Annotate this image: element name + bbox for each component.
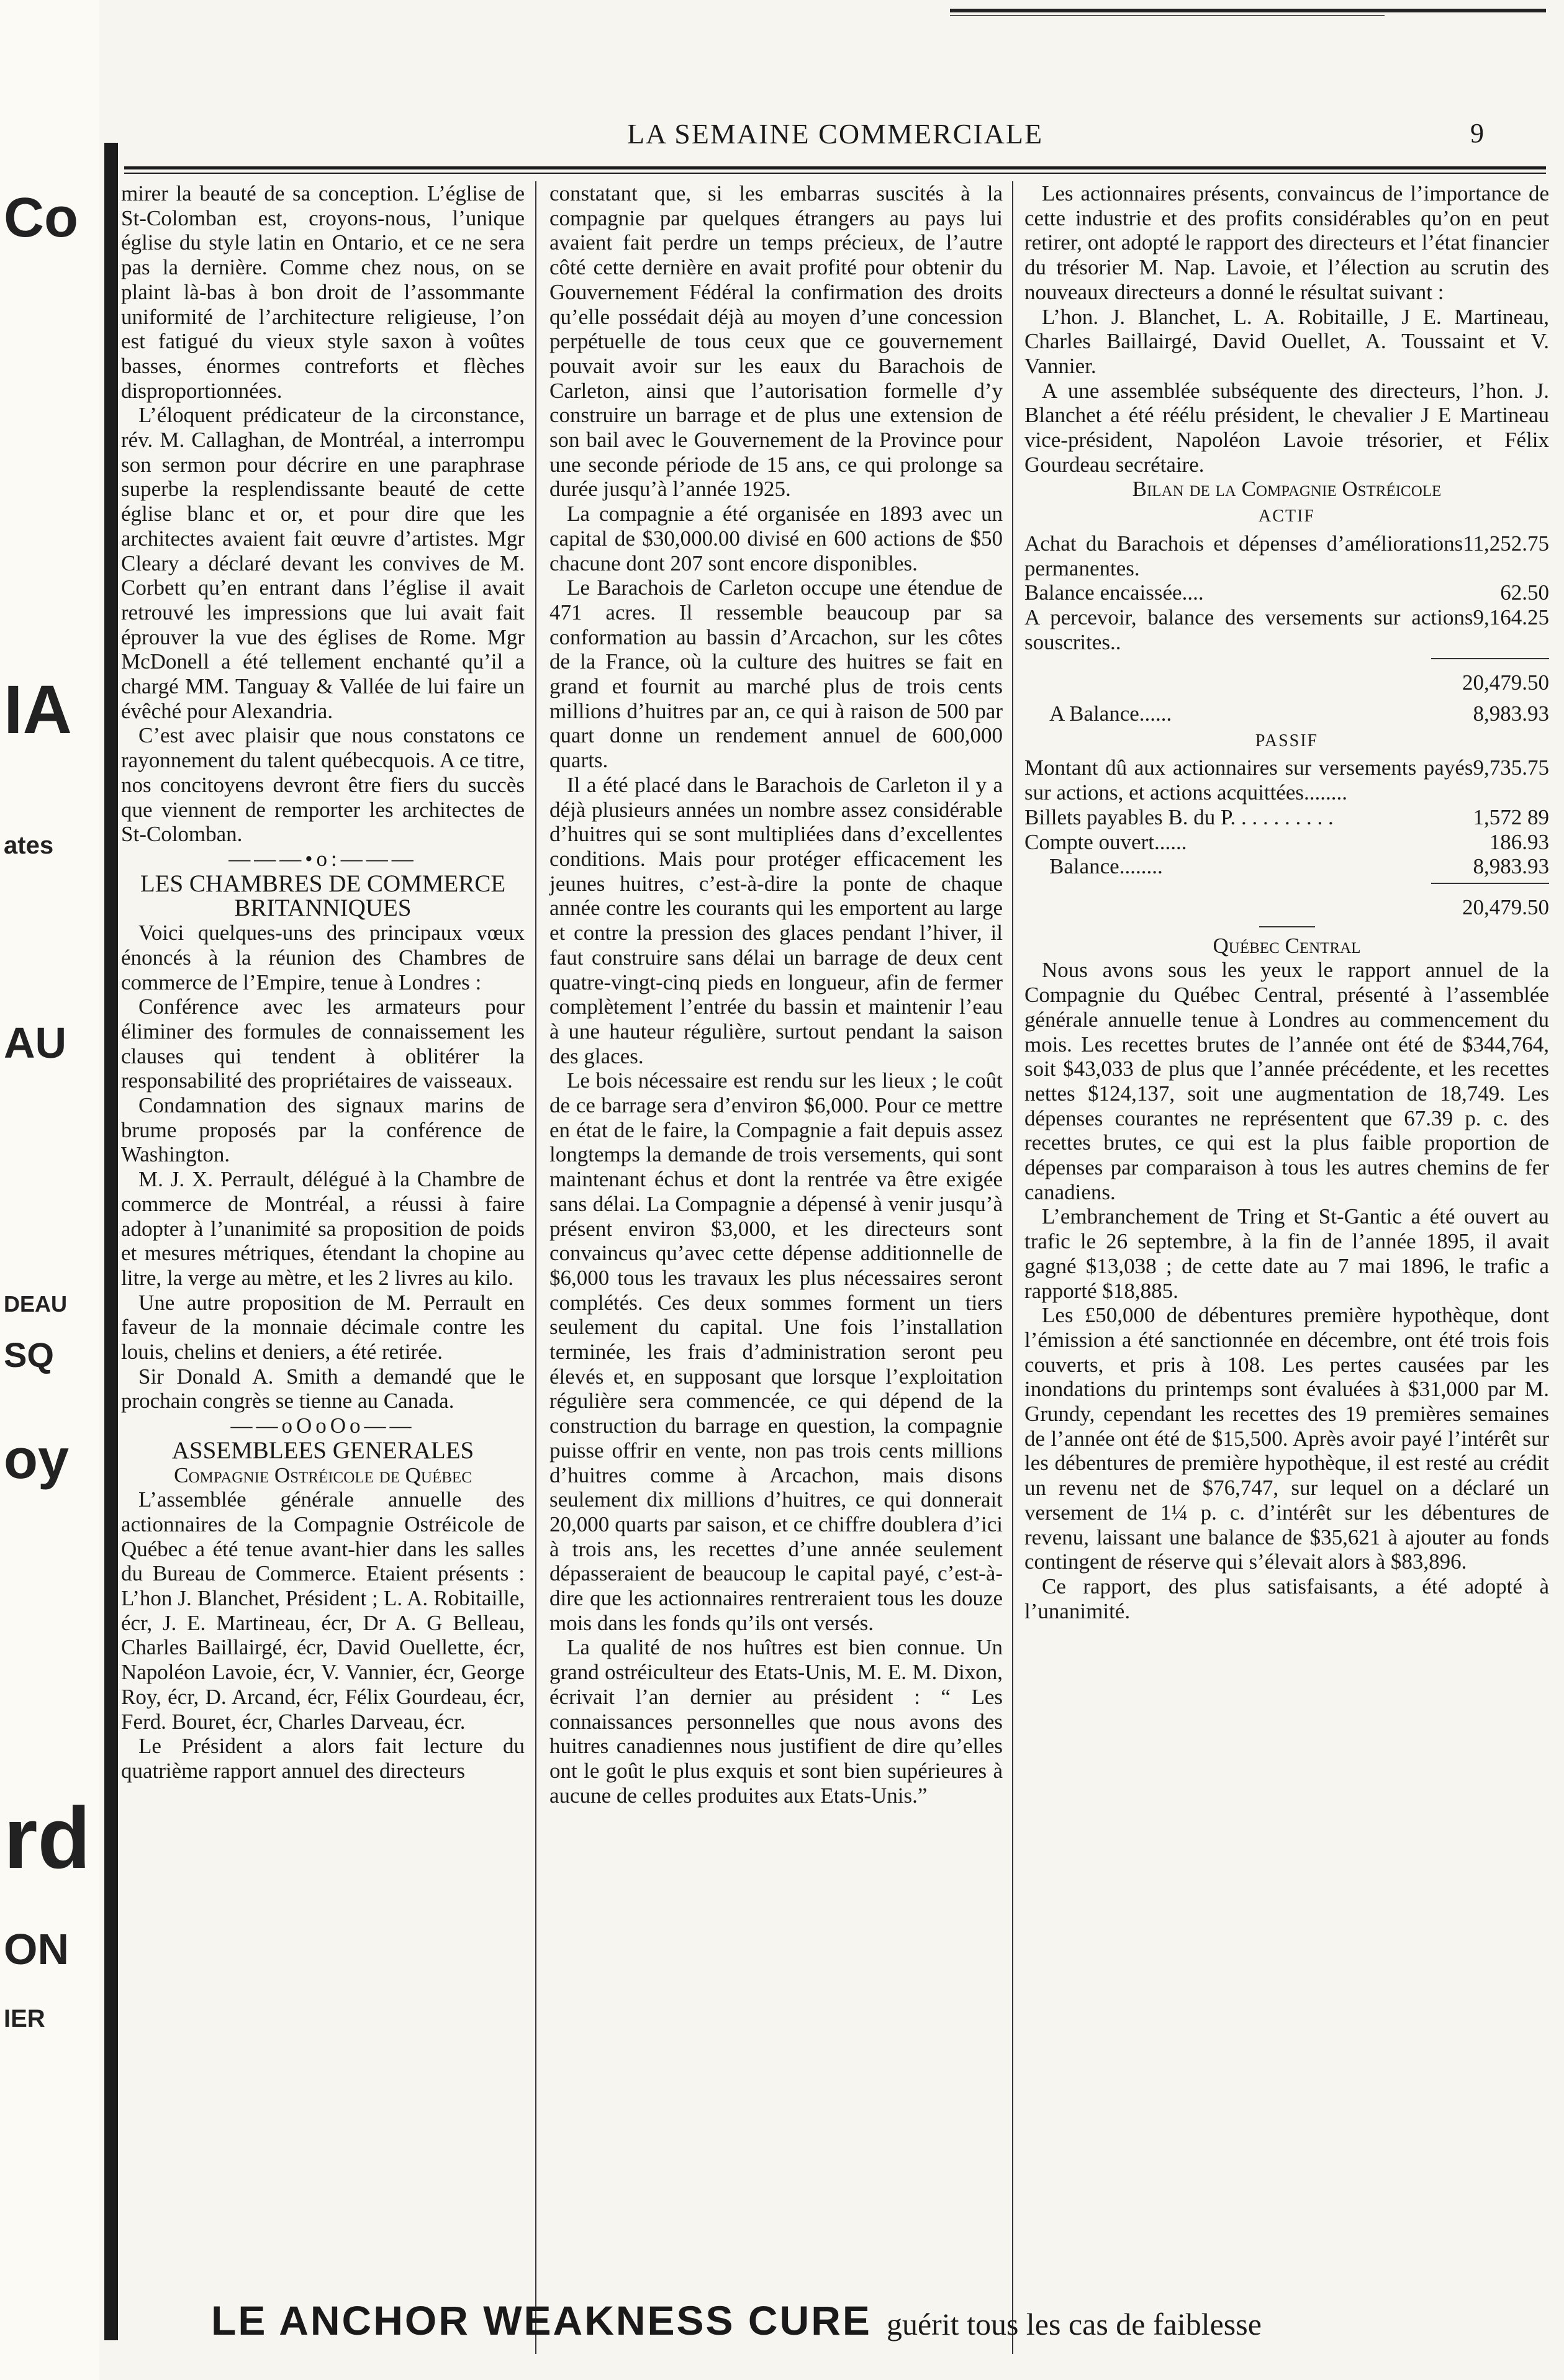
ad-brand: LE ANCHOR WEAKNESS CURE	[211, 2297, 872, 2343]
ledger-row	[1024, 830, 1549, 855]
ledger-value: 11,252.75	[1463, 531, 1549, 556]
page-number: 9	[1470, 118, 1484, 148]
section-heading: LES CHAMBRES DE COMMERCE BRITANNIQUES	[140, 870, 506, 922]
passif-total: 20,479.50	[1462, 895, 1549, 919]
paragraph: Conférence avec les armateurs pour éliminer des formules de connaissement les clauses qui tendent à oblitérer la responsabilité des propriétaires de vaisseaux.	[121, 994, 525, 1093]
ledger-label: A Balance......	[1049, 701, 1172, 726]
ledger-label: Billets payables B. du P. . . . . . . . . .	[1024, 805, 1334, 829]
fragment-text: IER	[4, 2005, 45, 2032]
ad-text: guérit tous les cas de faiblesse	[886, 2307, 1262, 2342]
newspaper-title: LA SEMAINE COMMERCIALE	[626, 118, 1044, 150]
passif-label: PASSIF	[1255, 731, 1319, 751]
paragraph: mirer la beauté de sa conception. L’église de St-Colomban est, croyons-nous, l’unique église du style latin en Ontario, et ce ne sera pas la dernière. Comme chez nous, on se plaint là-bas à bon droit de l’assommante uniformité de l’architecture religieuse, l’on est fatigué du vieux style saxon à voûtes basses, énormes contreforts et flèches disproportionnées.	[121, 181, 525, 403]
paragraph: Voici quelques-uns des principaux vœux énoncés à la réunion des Chambres de commerce de l’Empire, tenue à Londres :	[121, 921, 525, 994]
ledger-label: Compte ouvert......	[1024, 829, 1187, 854]
ledger-label: Achat du Barachois et dépenses d’améliorations permanentes.	[1024, 531, 1463, 580]
fragment-text: SQ	[4, 1335, 54, 1374]
ledger-value: 62.50	[1500, 580, 1549, 605]
ledger-row	[1024, 605, 1549, 654]
total-rule	[1431, 658, 1549, 659]
column-1	[121, 181, 525, 1783]
paragraph: L’hon. J. Blanchet, L. A. Robitaille, J E. Martineau, Charles Baillairgé, David Ouellet, A. Toussaint et V. Vannier.	[1024, 304, 1549, 378]
paragraph: Les actionnaires présents, convaincus de l’importance de cette industrie et des profits considérables qu’on en peut retirer, ont adopté le rapport des directeurs et l’état financier du trésorier M. Nap. Lavoie, et l’élection au scrutin des nouveaux directeurs a donné le résultat suivant :	[1024, 181, 1549, 304]
paragraph: Nous avons sous les yeux le rapport annuel de la Compagnie du Québec Central, présenté à l’assemblée générale annuelle tenue à Londres au commencement du mois. Les recettes brutes de l’année ont été de $344,764, soit $43,033 de plus que l’année précédente, et les recettes nettes $124,137, soit une augmentation de 18,749. Les dépenses courantes ne représentent que 67.39 p. c. des recettes brutes, ce qui est la plus faible proportion de dépenses par comparaison à tous les autres chemins de fer canadiens.	[1024, 958, 1549, 1204]
paragraph: L’embranchement de Tring et St-Gantic a été ouvert au trafic le 26 septembre, à la fin de l’année 1895, il avait gagné $13,038 ; de cette date au 7 mai 1896, le trafic a rapporté $18,885.	[1024, 1204, 1549, 1303]
top-edge-rule	[950, 15, 1385, 16]
ledger-label: Balance encaissée....	[1024, 580, 1204, 605]
footer-advertisement	[211, 2297, 1552, 2346]
paragraph: Condamnation des signaux marins de brume proposés par la conférence de Washington.	[121, 1093, 525, 1167]
paragraph: Le Barachois de Carleton occupe une étendue de 471 acres. Il ressemble beaucoup par sa conformation au bassin d’Arcachon, sur les côtes de la France, où la culture des huitres se fait en grand et fournit au marché plus de trois cents millions d’huitres par an, ce qui à raison de 500 par quart donne un rendement annuel de 600,000 quarts.	[549, 575, 1003, 773]
actif-label: ACTIF	[1259, 507, 1315, 526]
ledger-value: 8,983.93	[1473, 854, 1549, 879]
section-heading: ASSEMBLEES GENERALES	[171, 1436, 474, 1464]
actif-total: 20,479.50	[1462, 670, 1549, 695]
adjacent-page-strip	[0, 0, 99, 2380]
paragraph: Le bois nécessaire est rendu sur les lieux ; le coût de ce barrage sera d’environ $6,000. Pour ce mettre en état de le faire, la Compagnie a fait depuis assez longtemps la demande de trois versements, qui sont maintenant échus et dont la rentrée va être exigée sans délai. La Compagnie a dépensé à venir jusqu’à présent environ $3,000, et les directeurs sont convaincus qu’avec cette dépense additionnelle de $6,000 tous les travaux les plus nécessaires seront complétés. Ces deux sommes forment un tiers seulement du capital. Une fois l’installation terminée, les frais d’administration seront peu élevés et, en supposant que lorsque l’exploitation régulière sera commencée, ce qui dépend de la construction du barrage en question, la compagnie puisse offrir en vente, non pas trois cents millions d’huitres comme à Arcachon, mais disons seulement dix millions d’huitres, ce qui donnerait 20,000 quarts par saison, et ce chiffre doublera d’ici à trois ans, les recettes d’une année seulement dépasseraient de beaucoup le capital payé, c’est-à-dire que les actionnaires rentreraient tous les douze mois dans les fonds qu’ils ont versés.	[549, 1068, 1003, 1635]
ledger-label: Montant dû aux actionnaires sur versements payés sur actions, et actions acquittées........	[1024, 755, 1473, 805]
balance-sheet	[1024, 504, 1549, 920]
paragraph: Il a été placé dans le Barachois de Carleton il y a déjà plusieurs années un nombre assez considérable d’huitres qui se sont multipliées dans d’excellentes conditions. Mais pour protéger efficacement les jeunes huitres, c’est-à-dire la ponte de chaque année contre les courants qui les emportent au large et contre la pression des glaces pendant l’hiver, il faut construire sans délai un barrage de deux cent quatre-vingt-cinq pieds en longueur, afin de fermer complètement l’entrée du bassin et maintenir l’eau à une hauteur régulière, surtout pendant la saison des glaces.	[549, 772, 1003, 1068]
column-3	[1024, 181, 1549, 1623]
ledger-value: 186.93	[1489, 829, 1549, 854]
ledger-row	[1024, 854, 1549, 879]
ledger-row	[1024, 580, 1549, 605]
fragment-text: ON	[4, 1925, 69, 1973]
section-rule	[1259, 926, 1315, 927]
ledger-row	[1024, 805, 1549, 830]
balance-sheet-title: Bilan de la Compagnie Ostréicole	[1132, 477, 1442, 502]
ornament: ———•o:———	[228, 846, 417, 871]
ledger-row	[1024, 701, 1549, 726]
paragraph: Sir Donald A. Smith a demandé que le prochain congrès se tienne au Canada.	[121, 1364, 525, 1413]
fragment-text: AU	[4, 1019, 67, 1067]
ledger-value: 8,983.93	[1473, 701, 1549, 726]
paragraph: La compagnie a été organisée en 1893 avec un capital de $30,000.00 divisé en 600 actions de $50 chacune dont 207 sont encore disponibles.	[549, 502, 1003, 575]
column-divider	[1012, 181, 1013, 2354]
ledger-row	[1024, 531, 1549, 580]
paragraph: Le Président a alors fait lecture du quatrième rapport annuel des directeurs	[121, 1734, 525, 1783]
paragraph: M. J. X. Perrault, délégué à la Chambre de commerce de Montréal, a réussi à faire adopter à l’unanimité sa proposition de poids et mesures métriques, étendant la chopine au litre, la verge au mètre, et les 2 livres au kilo.	[121, 1167, 525, 1290]
paragraph: Les £50,000 de débentures première hypothèque, dont l’émission a été sanctionnée en décembre, ont été trois fois couverts, et pris à 108. Les pertes causées par les inondations du printemps sont évaluées à $31,000 par M. Grundy, cependant les recettes des 19 premières semaines de l’année ont été de $15,500. Après avoir payé l’intérêt sur les débentures de première hypothèque, il est resté au crédit un revenu net de $76,747, sur lequel on a déclaré un versement de 1¼ p. c. d’intérêt sur les débentures de revenu, laissant une balance de $35,621 à ajouter au fonds contingent de réserve qui s’élevait alors à $83,896.	[1024, 1303, 1549, 1574]
fragment-text: IA	[4, 672, 72, 748]
header-rule	[124, 173, 1546, 174]
fragment-text: rd	[4, 1789, 91, 1886]
section-heading: Québec Central	[1213, 933, 1361, 958]
paragraph: L’assemblée générale annuelle des actionnaires de la Compagnie Ostréicole de Québec a été tenue avant-hier dans les salles du Bureau de Commerce. Etaient présents : L’hon J. Blanchet, Président ; L. A. Robitaille, écr, J. E. Martineau, écr, Dr A. G Belleau, Charles Baillairgé, écr, David Ouellette, écr, Napoléon Lavoie, écr, V. Vannier, écr, George Roy, écr, D. Arcand, écr, Félix Gourdeau, écr, Ferd. Bouret, écr, Charles Darveau, écr.	[121, 1487, 525, 1734]
paragraph: Ce rapport, des plus satisfaisants, a été adopté à l’unanimité.	[1024, 1574, 1549, 1623]
ledger-row	[1024, 755, 1549, 805]
paragraph: constatant que, si les embarras suscités à la compagnie par quelques étrangers au pays lui avaient fait perdre un temps précieux, de l’autre côté cette dernière en avait profité pour obtenir du Gouvernement Fédéral la confirmation des droits qu’elle possédait déjà au moyen d’une concession perpétuelle de tous ceux que ce gouvernement pouvait avoir sur les eaux du Barachois de Carleton, ainsi que l’autorisation formelle d’y construire un barrage et de plus une extension de son bail avec le Gouvernement de la Province pour une seconde période de 15 ans, ce qui prolonge sa durée jusqu’à l’année 1925.	[549, 181, 1003, 502]
fragment-text: DEAU	[4, 1291, 68, 1317]
fragment-text: Co	[4, 187, 78, 249]
ledger-value: 9,164.25	[1473, 605, 1549, 629]
fragment-text: oy	[4, 1428, 70, 1490]
header-rule	[124, 166, 1546, 169]
ledger-label: A percevoir, balance des versements sur actions souscrites..	[1024, 605, 1473, 654]
total-rule	[1431, 883, 1549, 884]
ornament: ——oOoOo——	[230, 1413, 415, 1438]
top-edge-rule	[950, 9, 1546, 12]
ledger-value: 1,572 89	[1473, 805, 1549, 829]
paragraph: La qualité de nos huîtres est bien connue. Un grand ostréiculteur des Etats-Unis, M. E. M. Dixon, écrivait l’an dernier au président : “ Les connaissances personnelles que nous avons des huitres canadiennes nous justifient de dire qu’elles ont le goût le plus exquis et sont bien supérieures à aucune de celles produites aux Etats-Unis.”	[549, 1635, 1003, 1808]
ledger-label: Balance........	[1049, 854, 1163, 879]
column-2	[549, 181, 1003, 1808]
paragraph: Une autre proposition de M. Perrault en faveur de la monnaie décimale contre les louis, chelins et deniers, a été retirée.	[121, 1290, 525, 1364]
subheading: Compagnie Ostréicole de Québec	[174, 1463, 472, 1487]
paragraph: C’est avec plaisir que nous constatons ce rayonnement du talent québecquois. A ce titre, nos concitoyens devront être fiers du succès que viennent de remporter les architectes de St-Colomban.	[121, 723, 525, 847]
paragraph: A une assemblée subséquente des directeurs, l’hon. J. Blanchet a été réélu président, le chevalier J E Martineau vice-président, Napoléon Lavoie trésorier, et Félix Gourdeau secrétaire.	[1024, 378, 1549, 477]
paragraph: L’éloquent prédicateur de la circonstance, rév. M. Callaghan, de Montréal, a interrompu son sermon pour décrire en une paraphrase superbe la resplendissante beauté de cette église blanc et or, et pour dire que les architectes avaient fait œuvre d’artistes. Mgr Cleary a déclaré devant les convives de M. Corbett qu’en entrant dans l’église il avait retrouvé les impressions que lui avait fait éprouver la vue des églises de Rome. Mgr McDonell a été tellement enchanté qu’il a chargé MM. Tanguay & Vallée de lui faire un évêché pour Alexandria.	[121, 403, 525, 723]
column-divider	[535, 181, 536, 2354]
running-header	[124, 115, 1546, 165]
fragment-text: ates	[4, 832, 54, 859]
page-gutter-shadow	[104, 143, 118, 2340]
ledger-value: 9,735.75	[1473, 755, 1549, 780]
